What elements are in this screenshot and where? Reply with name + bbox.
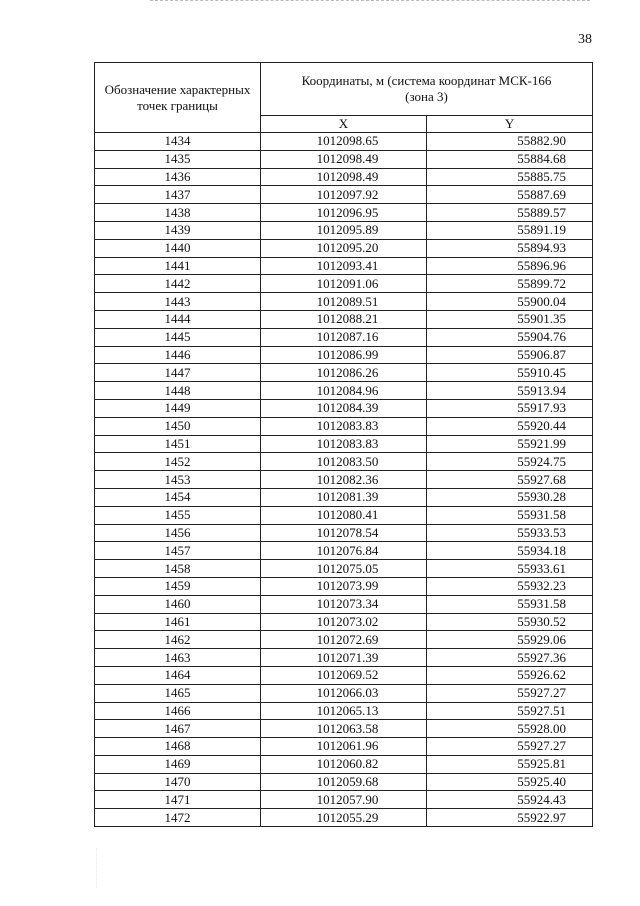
point-id-cell: 1470 (95, 773, 261, 791)
point-id-cell: 1467 (95, 720, 261, 738)
table-row (95, 702, 593, 720)
x-coordinate-cell: 1012063.58 (261, 720, 427, 738)
y-coordinate-cell: 55885.75 (427, 168, 593, 186)
table-row (95, 738, 593, 756)
point-id-cell: 1445 (95, 328, 261, 346)
table-row (95, 649, 593, 667)
y-coordinate-cell: 55930.52 (427, 613, 593, 631)
table-row (95, 133, 593, 151)
y-coordinate-cell: 55887.69 (427, 186, 593, 204)
point-id-cell: 1450 (95, 417, 261, 435)
x-coordinate-cell: 1012089.51 (261, 293, 427, 311)
table-row (95, 310, 593, 328)
header-coordinates: Координаты, м (система координат МСК-166 (зона 3) (261, 63, 593, 116)
y-coordinate-cell: 55917.93 (427, 399, 593, 417)
table-row (95, 328, 593, 346)
x-coordinate-cell: 1012086.99 (261, 346, 427, 364)
point-id-cell: 1436 (95, 168, 261, 186)
x-coordinate-cell: 1012095.20 (261, 239, 427, 257)
x-coordinate-cell: 1012095.89 (261, 221, 427, 239)
y-coordinate-cell: 55924.75 (427, 453, 593, 471)
x-coordinate-cell: 1012057.90 (261, 791, 427, 809)
table-row (95, 720, 593, 738)
table-row (95, 684, 593, 702)
y-coordinate-cell: 55926.62 (427, 666, 593, 684)
table-row (95, 364, 593, 382)
header-point-designation: Обозначение характерных точек границы (95, 63, 261, 133)
y-coordinate-cell: 55933.61 (427, 560, 593, 578)
x-coordinate-cell: 1012088.21 (261, 310, 427, 328)
point-id-cell: 1465 (95, 684, 261, 702)
point-id-cell: 1444 (95, 310, 261, 328)
x-coordinate-cell: 1012098.65 (261, 133, 427, 151)
point-id-cell: 1442 (95, 275, 261, 293)
y-coordinate-cell: 55927.36 (427, 649, 593, 667)
x-coordinate-cell: 1012055.29 (261, 809, 427, 827)
x-coordinate-cell: 1012060.82 (261, 755, 427, 773)
y-coordinate-cell: 55929.06 (427, 631, 593, 649)
table-row (95, 488, 593, 506)
point-id-cell: 1456 (95, 524, 261, 542)
coordinates-table (94, 62, 593, 827)
x-coordinate-cell: 1012083.50 (261, 453, 427, 471)
x-coordinate-cell: 1012059.68 (261, 773, 427, 791)
point-id-cell: 1458 (95, 560, 261, 578)
x-coordinate-cell: 1012073.02 (261, 613, 427, 631)
table-row (95, 346, 593, 364)
table-row (95, 809, 593, 827)
y-coordinate-cell: 55884.68 (427, 150, 593, 168)
table-row (95, 791, 593, 809)
y-coordinate-cell: 55931.58 (427, 506, 593, 524)
table-row (95, 471, 593, 489)
point-id-cell: 1453 (95, 471, 261, 489)
table-row (95, 631, 593, 649)
x-coordinate-cell: 1012084.96 (261, 382, 427, 400)
y-coordinate-cell: 55900.04 (427, 293, 593, 311)
x-coordinate-cell: 1012065.13 (261, 702, 427, 720)
y-coordinate-cell: 55927.27 (427, 684, 593, 702)
x-coordinate-cell: 1012091.06 (261, 275, 427, 293)
point-id-cell: 1443 (95, 293, 261, 311)
point-id-cell: 1468 (95, 738, 261, 756)
y-coordinate-cell: 55925.81 (427, 755, 593, 773)
point-id-cell: 1462 (95, 631, 261, 649)
table-row (95, 560, 593, 578)
y-coordinate-cell: 55910.45 (427, 364, 593, 382)
table-body (95, 133, 593, 827)
x-coordinate-cell: 1012061.96 (261, 738, 427, 756)
x-coordinate-cell: 1012081.39 (261, 488, 427, 506)
table-row (95, 666, 593, 684)
y-coordinate-cell: 55934.18 (427, 542, 593, 560)
x-coordinate-cell: 1012086.26 (261, 364, 427, 382)
table-row (95, 435, 593, 453)
table-row (95, 506, 593, 524)
x-coordinate-cell: 1012071.39 (261, 649, 427, 667)
point-id-cell: 1438 (95, 204, 261, 222)
y-coordinate-cell: 55928.00 (427, 720, 593, 738)
table-row (95, 221, 593, 239)
y-coordinate-cell: 55906.87 (427, 346, 593, 364)
header-y: Y (427, 116, 593, 133)
point-id-cell: 1455 (95, 506, 261, 524)
x-coordinate-cell: 1012073.99 (261, 577, 427, 595)
point-id-cell: 1469 (95, 755, 261, 773)
table-row (95, 186, 593, 204)
page-number: 38 (578, 32, 592, 47)
x-coordinate-cell: 1012072.69 (261, 631, 427, 649)
point-id-cell: 1448 (95, 382, 261, 400)
y-coordinate-cell: 55913.94 (427, 382, 593, 400)
y-coordinate-cell: 55920.44 (427, 417, 593, 435)
point-id-cell: 1437 (95, 186, 261, 204)
table-row (95, 150, 593, 168)
table-row (95, 257, 593, 275)
x-coordinate-cell: 1012087.16 (261, 328, 427, 346)
x-coordinate-cell: 1012096.95 (261, 204, 427, 222)
point-id-cell: 1454 (95, 488, 261, 506)
point-id-cell: 1439 (95, 221, 261, 239)
table-row (95, 542, 593, 560)
point-id-cell: 1459 (95, 577, 261, 595)
y-coordinate-cell: 55896.96 (427, 257, 593, 275)
y-coordinate-cell: 55931.58 (427, 595, 593, 613)
point-id-cell: 1464 (95, 666, 261, 684)
table-row (95, 399, 593, 417)
x-coordinate-cell: 1012093.41 (261, 257, 427, 275)
table-row (95, 382, 593, 400)
top-edge-rule (150, 0, 590, 1)
point-id-cell: 1452 (95, 453, 261, 471)
point-id-cell: 1435 (95, 150, 261, 168)
x-coordinate-cell: 1012097.92 (261, 186, 427, 204)
point-id-cell: 1451 (95, 435, 261, 453)
x-coordinate-cell: 1012082.36 (261, 471, 427, 489)
table-row (95, 239, 593, 257)
x-coordinate-cell: 1012073.34 (261, 595, 427, 613)
scan-artifact (96, 848, 127, 888)
x-coordinate-cell: 1012083.83 (261, 417, 427, 435)
y-coordinate-cell: 55904.76 (427, 328, 593, 346)
y-coordinate-cell: 55901.35 (427, 310, 593, 328)
x-coordinate-cell: 1012098.49 (261, 150, 427, 168)
table-row (95, 524, 593, 542)
table-row (95, 595, 593, 613)
y-coordinate-cell: 55930.28 (427, 488, 593, 506)
y-coordinate-cell: 55932.23 (427, 577, 593, 595)
header-x: X (261, 116, 427, 133)
point-id-cell: 1472 (95, 809, 261, 827)
y-coordinate-cell: 55894.93 (427, 239, 593, 257)
x-coordinate-cell: 1012066.03 (261, 684, 427, 702)
table-row (95, 613, 593, 631)
x-coordinate-cell: 1012098.49 (261, 168, 427, 186)
x-coordinate-cell: 1012075.05 (261, 560, 427, 578)
point-id-cell: 1449 (95, 399, 261, 417)
table-row (95, 168, 593, 186)
table-row (95, 453, 593, 471)
x-coordinate-cell: 1012069.52 (261, 666, 427, 684)
x-coordinate-cell: 1012084.39 (261, 399, 427, 417)
table-row (95, 577, 593, 595)
y-coordinate-cell: 55924.43 (427, 791, 593, 809)
x-coordinate-cell: 1012083.83 (261, 435, 427, 453)
table-row (95, 204, 593, 222)
point-id-cell: 1446 (95, 346, 261, 364)
table-row (95, 275, 593, 293)
y-coordinate-cell: 55925.40 (427, 773, 593, 791)
point-id-cell: 1463 (95, 649, 261, 667)
table-row (95, 773, 593, 791)
point-id-cell: 1466 (95, 702, 261, 720)
point-id-cell: 1440 (95, 239, 261, 257)
y-coordinate-cell: 55891.19 (427, 221, 593, 239)
y-coordinate-cell: 55889.57 (427, 204, 593, 222)
y-coordinate-cell: 55899.72 (427, 275, 593, 293)
y-coordinate-cell: 55921.99 (427, 435, 593, 453)
x-coordinate-cell: 1012078.54 (261, 524, 427, 542)
point-id-cell: 1471 (95, 791, 261, 809)
x-coordinate-cell: 1012080.41 (261, 506, 427, 524)
y-coordinate-cell: 55927.51 (427, 702, 593, 720)
y-coordinate-cell: 55927.27 (427, 738, 593, 756)
y-coordinate-cell: 55927.68 (427, 471, 593, 489)
point-id-cell: 1447 (95, 364, 261, 382)
y-coordinate-cell: 55933.53 (427, 524, 593, 542)
point-id-cell: 1434 (95, 133, 261, 151)
y-coordinate-cell: 55922.97 (427, 809, 593, 827)
y-coordinate-cell: 55882.90 (427, 133, 593, 151)
point-id-cell: 1457 (95, 542, 261, 560)
table-row (95, 293, 593, 311)
x-coordinate-cell: 1012076.84 (261, 542, 427, 560)
table-row (95, 755, 593, 773)
point-id-cell: 1460 (95, 595, 261, 613)
point-id-cell: 1441 (95, 257, 261, 275)
table-row (95, 417, 593, 435)
point-id-cell: 1461 (95, 613, 261, 631)
